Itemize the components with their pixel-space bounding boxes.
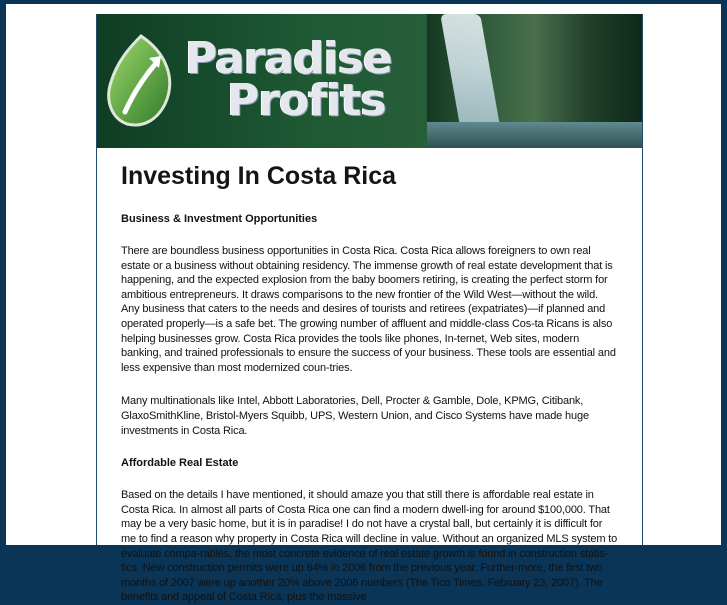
site-logo[interactable] [185, 33, 392, 126]
section-heading: Affordable Real Estate [121, 457, 239, 470]
waterfall-pool [427, 122, 642, 148]
paragraph: Many multinationals like Intel, Abbott Laboratories, Dell, Procter & Gamble, Dole, KPMG, Citibank, GlaxoSmithKline, Bristol-Myers Squibb, UPS, Western Union, and Cisco Systems have made huge investments in Costa Rica. [121, 395, 589, 437]
paragraph: Based on the details I have mentioned, it should amaze you that still there is affordable real estate in Costa Rica. In almost all parts of Costa Rica one can find a modern dwell-ing for around $100,000. That may be a very basic home, but it is in paradise! I do not have a crystal ball, but certainly it is difficult for me to find a reason why property in Costa Rica will decline in value. Without an organized MLS system to evaluate compa-rables, the most concrete evidence of real estate growth is found in construction statis-tics. New construction permits were up 64% in 2006 from the previous year. Further-more, the first two months of 2007 were up another 20% above 2006 numbers (The Tico Times, February 23, 2007). The benefits and appeal of Costa Rica, plus the massive [121, 489, 618, 604]
section-heading: Business & Investment Opportunities [121, 213, 318, 225]
page-title: Investing In Costa Rica [121, 162, 397, 190]
leaf-arrow-icon [103, 32, 179, 130]
content-frame [96, 14, 643, 604]
page-background [6, 4, 721, 604]
paragraph: There are boundless business opportunities in Costa Rica. Costa Rica allows foreigners to own real estate or a business without obtaining residency. The immense growth of real estate development that is happening, and the expected explosion from the baby boomers retiring, is creating the perfect storm for ambitious entrepreneurs. It draws comparisons to the new frontier of the Wild West—without the wild. Any business that caters to the needs and desires of tourists and retirees (expatriates)—if planned and operated properly—is a safe bet. The growing number of affluent and middle-class Cos-ta Ricans is also helping businesses grow. Costa Rica provides the tools like phones, In-ternet, Web sites, modern banking, and trained professionals to ensure the success of your business. These tools are essential and less expensive than most modernized coun-tries. [121, 245, 616, 374]
article-content [97, 148, 642, 605]
site-banner [97, 14, 642, 148]
logo-line-2: Profits [227, 75, 386, 126]
logo-line-1: Paradise [185, 33, 392, 84]
